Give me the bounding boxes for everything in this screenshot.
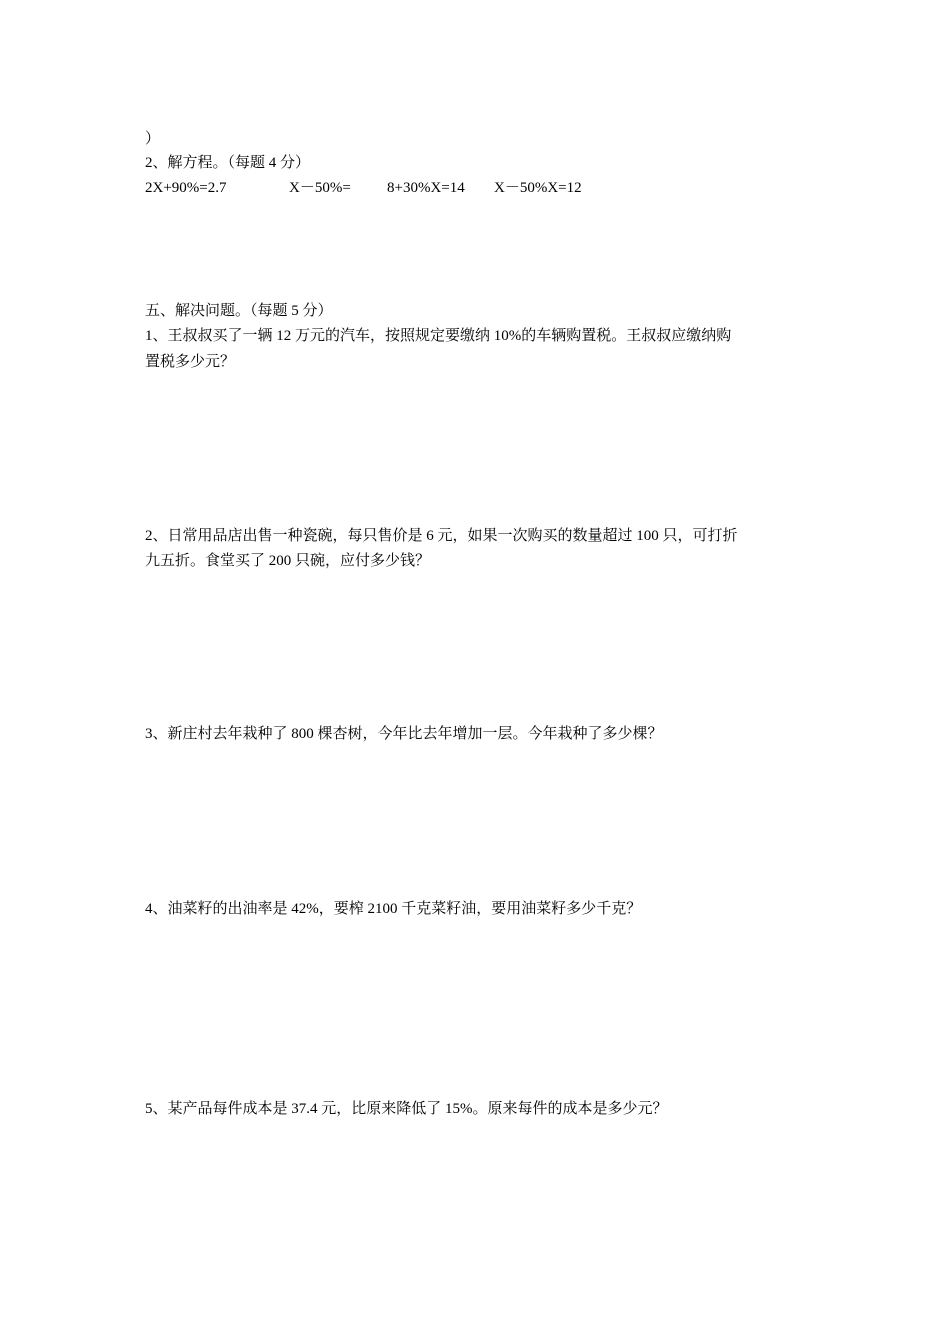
problem-1-line-1: 1、王叔叔买了一辆 12 万元的汽车，按照规定要缴纳 10%的车辆购置税。王叔叔应缴纳购 [145, 328, 732, 344]
equation-4: X－50%X=12 [494, 180, 582, 196]
equation-1: 2X+90%=2.7 [145, 180, 227, 196]
equation-3: 8+30%X=14 [387, 180, 465, 196]
paren-fragment: ） [145, 131, 161, 147]
equation-2: X－50%= [289, 180, 351, 196]
equation-question-title: 2、解方程。（每题 4 分） [145, 155, 311, 171]
problem-2-line-1: 2、日常用品店出售一种瓷碗，每只售价是 6 元，如果一次购买的数量超过 100 只，可打折 [145, 528, 738, 544]
problem-2-line-2: 九五折。食堂买了 200 只碗，应付多少钱？ [145, 553, 431, 569]
section-five-title: 五、解决问题。（每题 5 分） [145, 303, 333, 319]
problem-5: 5、某产品每件成本是 37.4 元，比原来降低了 15%。原来每件的成本是多少元？ [145, 1101, 668, 1117]
problem-4: 4、油菜籽的出油率是 42%，要榨 2100 千克菜籽油，要用油菜籽多少千克？ [145, 901, 642, 917]
problem-1-line-2: 置税多少元？ [145, 354, 236, 370]
problem-3: 3、新庄村去年栽种了 800 棵杏树，今年比去年增加一层。今年栽种了多少棵？ [145, 726, 663, 742]
